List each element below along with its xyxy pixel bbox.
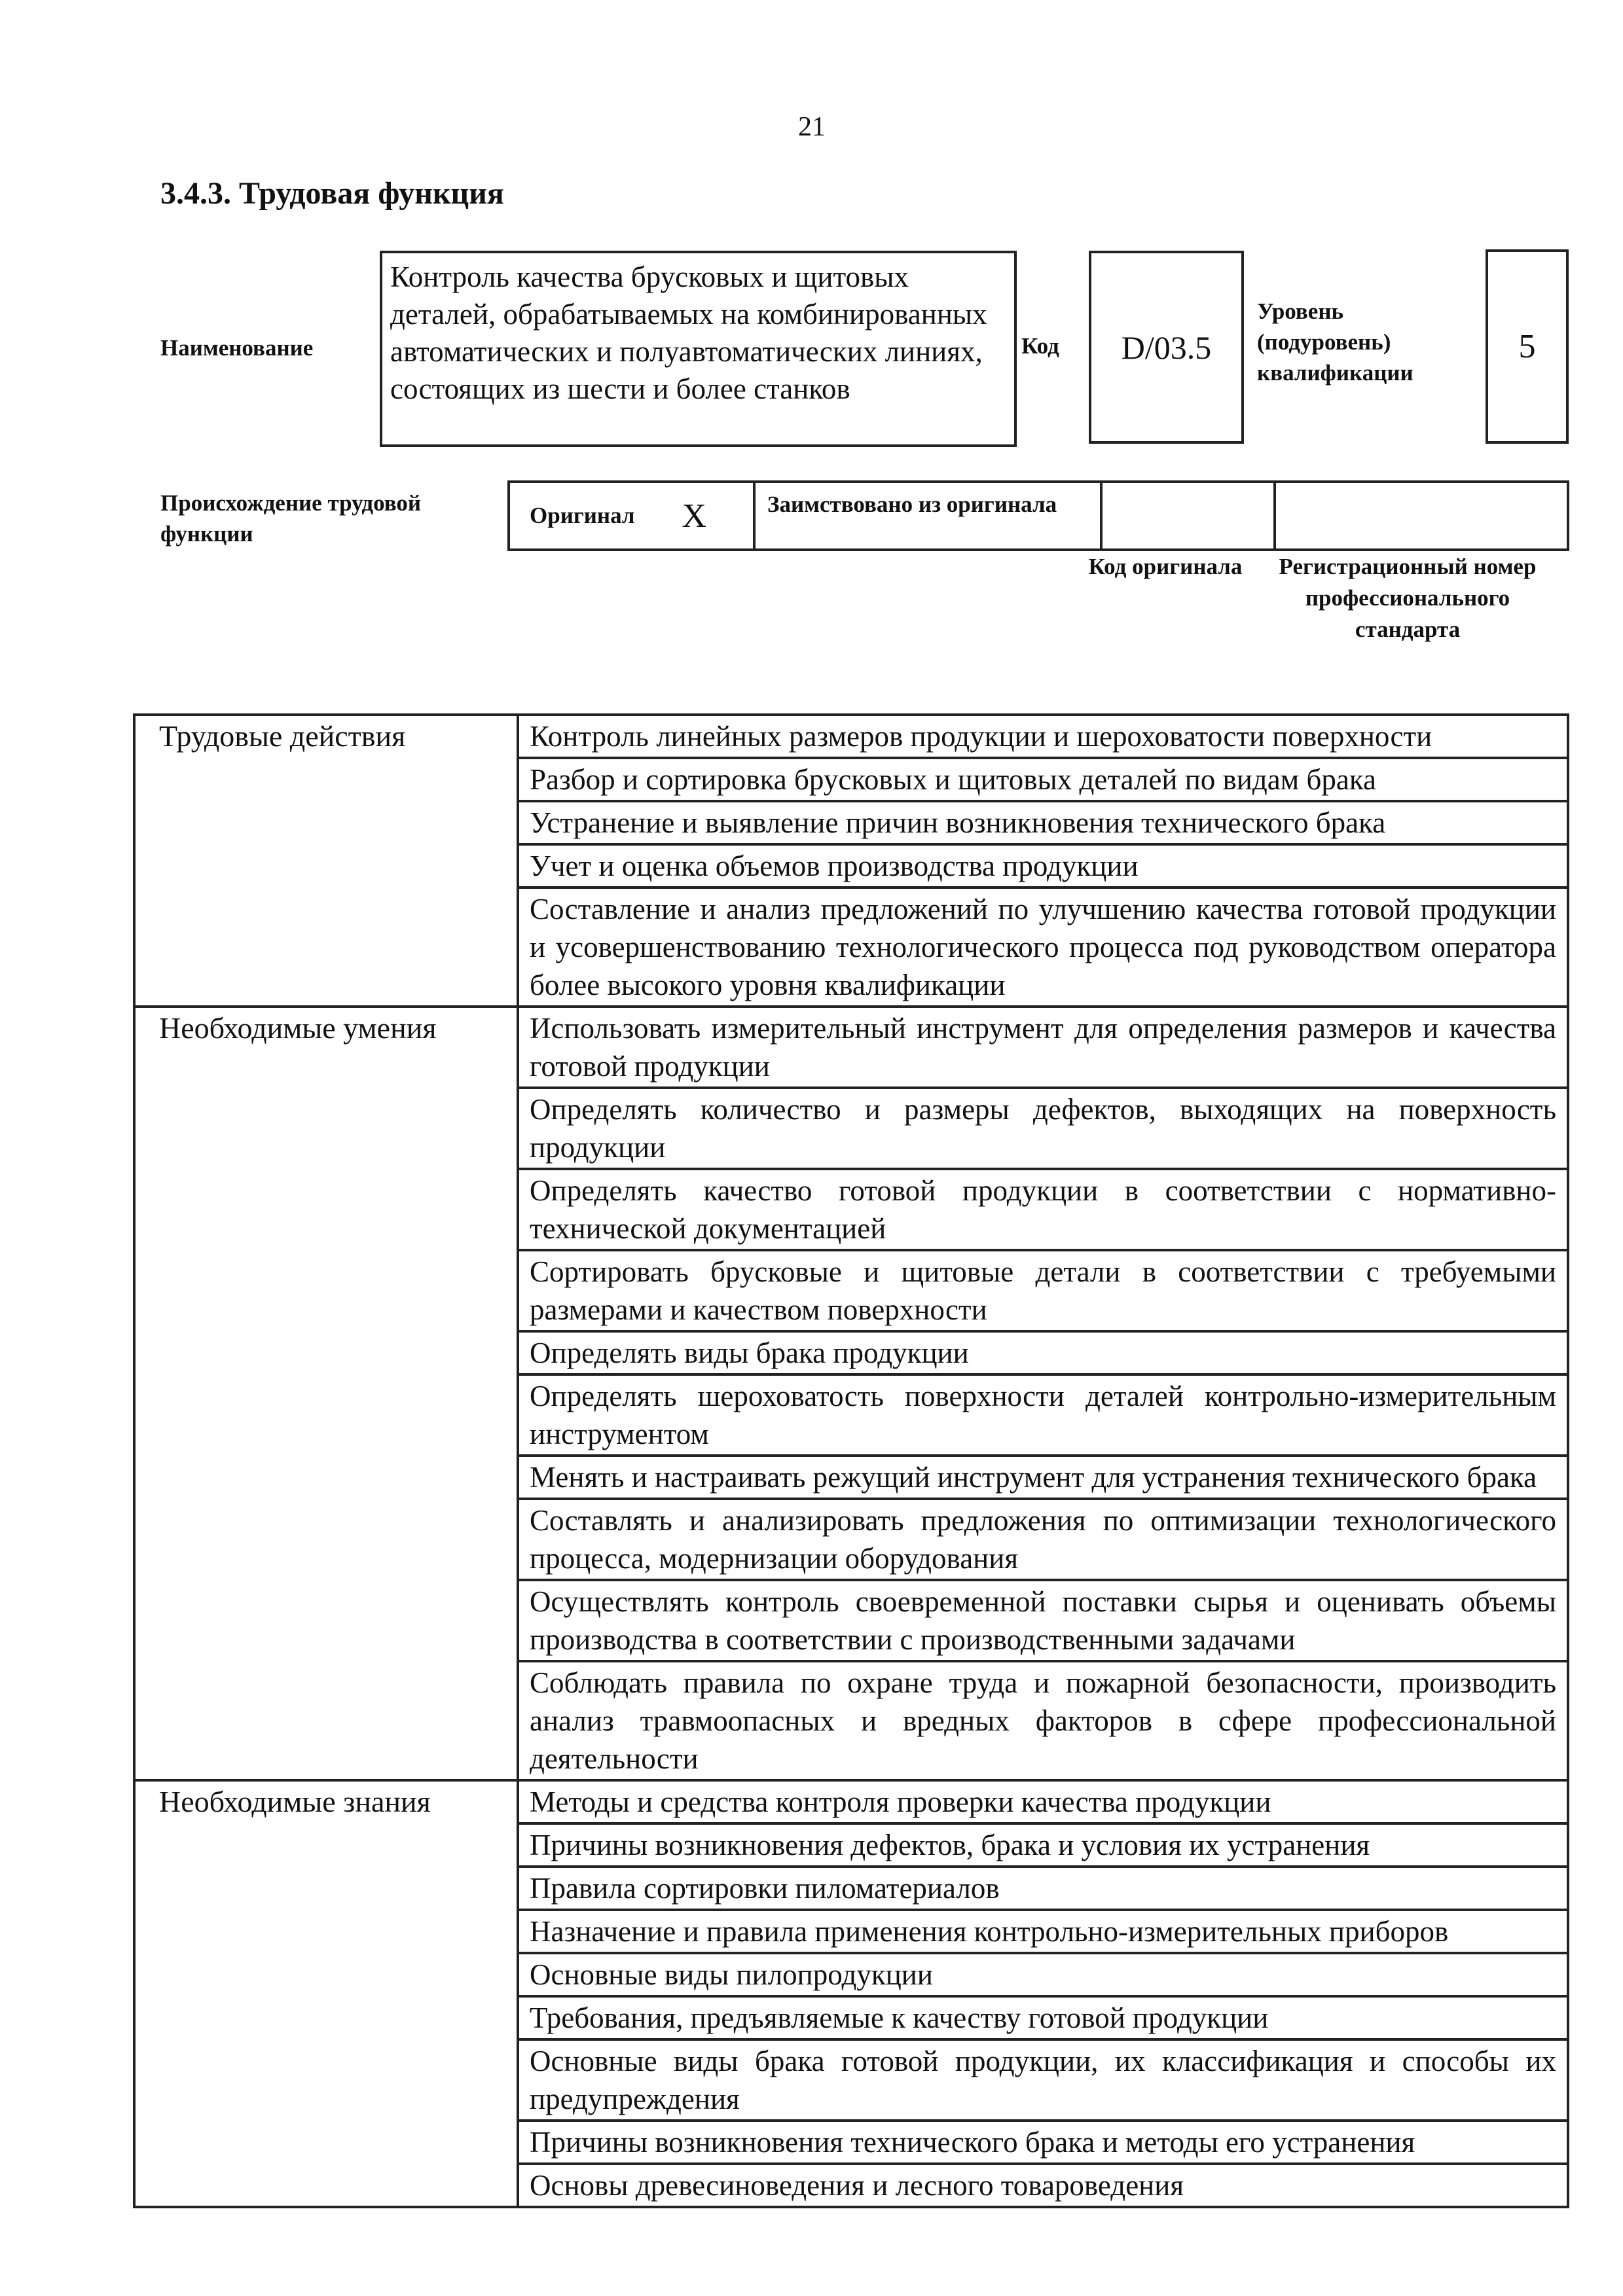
knowledge-item: Основные виды пилопродукции [518,1953,1568,1996]
knowledge-item: Причины возникновения технического брака и методы его устранения [518,2121,1568,2164]
knowledge-item: Причины возникновения дефектов, брака и условия их устранения [518,1823,1568,1867]
knowledge-item: Методы и средства контроля проверки качества продукции [518,1780,1568,1823]
skill-item: Определять шероховатость поверхности деталей контрольно-измерительным инструментом [518,1374,1568,1456]
origin-original-label: Оригинал [530,503,635,528]
name-label: Наименование [160,335,314,361]
table-row [134,1007,1568,1088]
level-label: Уровень (подуровень) квалификации [1257,298,1413,386]
knowledge-item: Правила сортировки пиломатериалов [518,1867,1568,1910]
reg-number-cell [1276,483,1567,548]
code-value-box: D/03.5 [1089,251,1244,444]
skill-item: Использовать измерительный инструмент для определения размеров и качества готовой продукции [518,1007,1568,1088]
function-name-box: Контроль качества брусковых и щитовых деталей, обрабатываемых на комбинированных автоматических и полуавтоматических линиях, состоящих из шести и более станков [380,251,1017,447]
origin-mark: X [682,497,707,535]
skill-item: Определять виды брака продукции [518,1331,1568,1374]
skill-item: Менять и настраивать режущий инструмент для устранения технического брака [518,1456,1568,1499]
origin-row [507,480,1569,551]
knowledge-label: Необходимые знания [134,1780,518,2207]
labor-action-item: Составление и анализ предложений по улучшению качества готовой продукции и усовершенствованию технологического процесса под руководством оператора более высокого уровня квалификации [518,888,1568,1007]
origin-original-cell [510,483,756,548]
skill-item: Осуществлять контроль своевременной поставки сырья и оценивать объемы производства в соответствии с производственными задачами [518,1580,1568,1661]
level-value-box: 5 [1486,249,1569,444]
labor-actions-label: Трудовые действия [134,715,518,1007]
knowledge-item: Основные виды брака готовой продукции, их классификация и способы их предупреждения [518,2039,1568,2121]
origin-borrowed-cell: Заимствовано из оригинала [756,483,1103,548]
function-table [133,713,1569,2208]
code-label: Код [1021,333,1059,359]
labor-action-item: Разбор и сортировка брусковых и щитовых деталей по видам брака [518,758,1568,801]
labor-action-item: Учет и оценка объемов производства продукции [518,844,1568,888]
table-row [134,1780,1568,1823]
skill-item: Соблюдать правила по охране труда и пожарной безопасности, производить анализ травмоопасных и вредных факторов в сфере профессиональной деятельности [518,1661,1568,1780]
table-row [134,715,1568,758]
knowledge-item: Основы древесиноведения и лесного товароведения [518,2164,1568,2207]
page-number: 21 [798,112,826,142]
skill-item: Сортировать брусковые и щитовые детали в соответствии с требуемыми размерами и качеством поверхности [518,1250,1568,1331]
skill-item: Составлять и анализировать предложения по оптимизации технологического процесса, модернизации оборудования [518,1499,1568,1580]
reg-number-caption: Регистрационный номер профессионального стандарта [1279,554,1537,642]
knowledge-item: Назначение и правила применения контрольно-измерительных приборов [518,1910,1568,1953]
origin-code-cell [1103,483,1276,548]
origin-label: Происхождение трудовой функции [160,490,422,547]
section-title: 3.4.3. Трудовая функция [160,176,504,211]
knowledge-item: Требования, предъявляемые к качеству готовой продукции [518,1996,1568,2039]
labor-action-item: Контроль линейных размеров продукции и шероховатости поверхности [518,715,1568,758]
labor-action-item: Устранение и выявление причин возникновения технического брака [518,801,1568,844]
skill-item: Определять качество готовой продукции в соответствии с нормативно-технической документацией [518,1169,1568,1250]
skills-label: Необходимые умения [134,1007,518,1780]
origin-code-caption: Код оригинала [1088,554,1243,579]
skill-item: Определять количество и размеры дефектов, выходящих на поверхность продукции [518,1088,1568,1169]
